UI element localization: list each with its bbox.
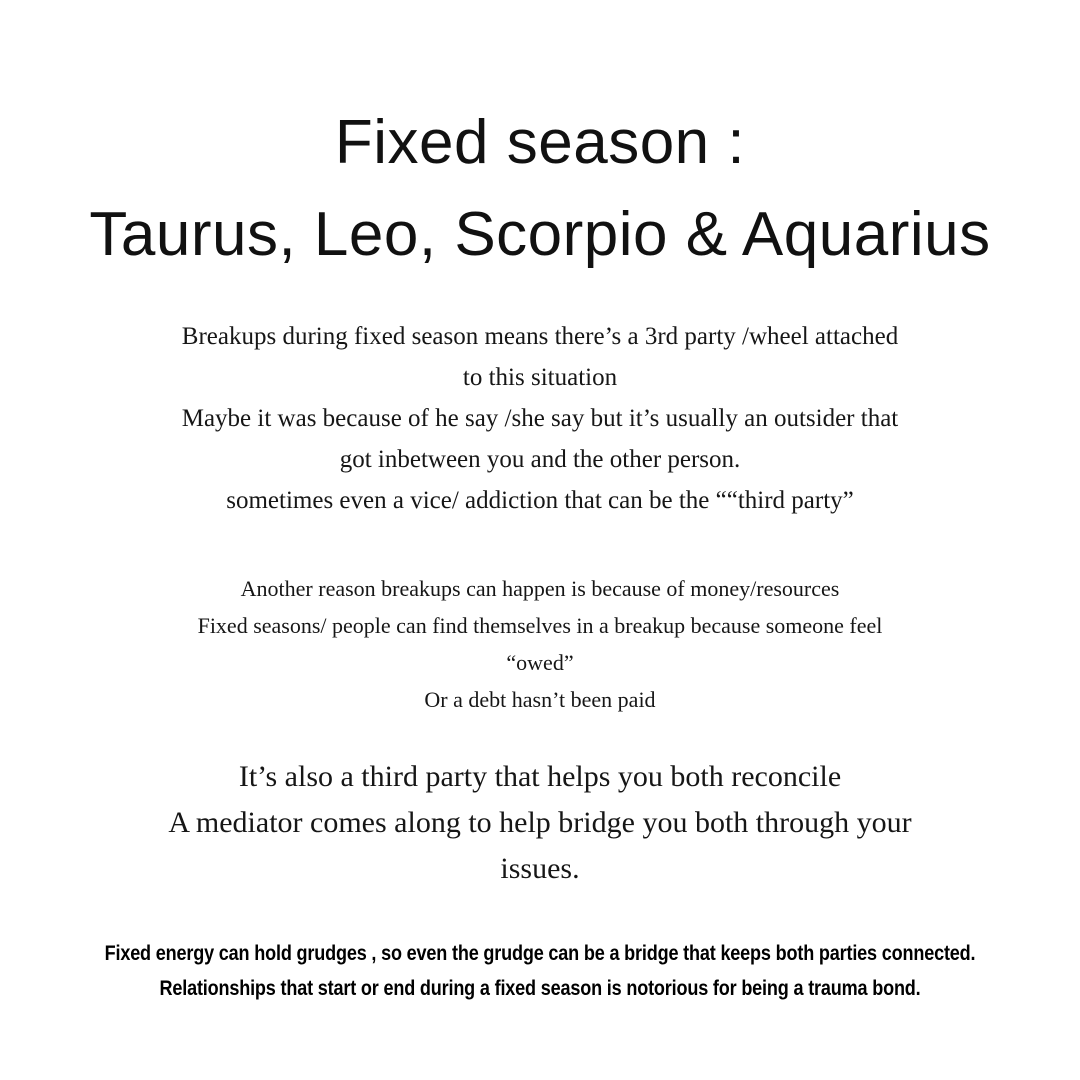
paragraph-line: sometimes even a vice/ addiction that can be the ““third party”: [226, 487, 854, 514]
paragraph-line: Maybe it was because of he say /she say but it’s usually an outsider that: [181, 405, 899, 432]
paragraph-grudges: [82, 936, 997, 1006]
paragraph-line: Fixed energy can hold grudges , so even the grudge can be a bridge that keeps both parties connected.: [104, 942, 976, 965]
title-line-1: Fixed season :: [334, 108, 746, 177]
paragraph-line: to this situation: [462, 364, 618, 391]
paragraph-line: Relationships that start or end during a fixed season is notorious for being a trauma bond.: [159, 977, 921, 1000]
paragraph-line: got inbetween you and the other person.: [339, 446, 741, 473]
paragraph-line: Breakups during fixed season means there’s a 3rd party /wheel attached: [181, 323, 899, 350]
paragraph-reconcile: [40, 754, 1040, 892]
paragraph-line: issues.: [500, 852, 580, 885]
paragraph-line: A mediator comes along to help bridge you both through your: [168, 806, 912, 839]
paragraph-third-party: [40, 316, 1040, 521]
paragraph-line: Fixed seasons/ people can find themselves in a breakup because someone feel: [197, 613, 883, 638]
paragraph-line: It’s also a third party that helps you both reconcile: [238, 760, 842, 793]
title-line-2: Taurus, Leo, Scorpio & Aquarius: [89, 200, 991, 269]
paragraph-line: “owed”: [506, 650, 574, 675]
paragraph-line: Or a debt hasn’t been paid: [424, 687, 656, 712]
paragraph-line: Another reason breakups can happen is because of money/resources: [240, 576, 840, 601]
paragraph-money: [40, 570, 1040, 718]
